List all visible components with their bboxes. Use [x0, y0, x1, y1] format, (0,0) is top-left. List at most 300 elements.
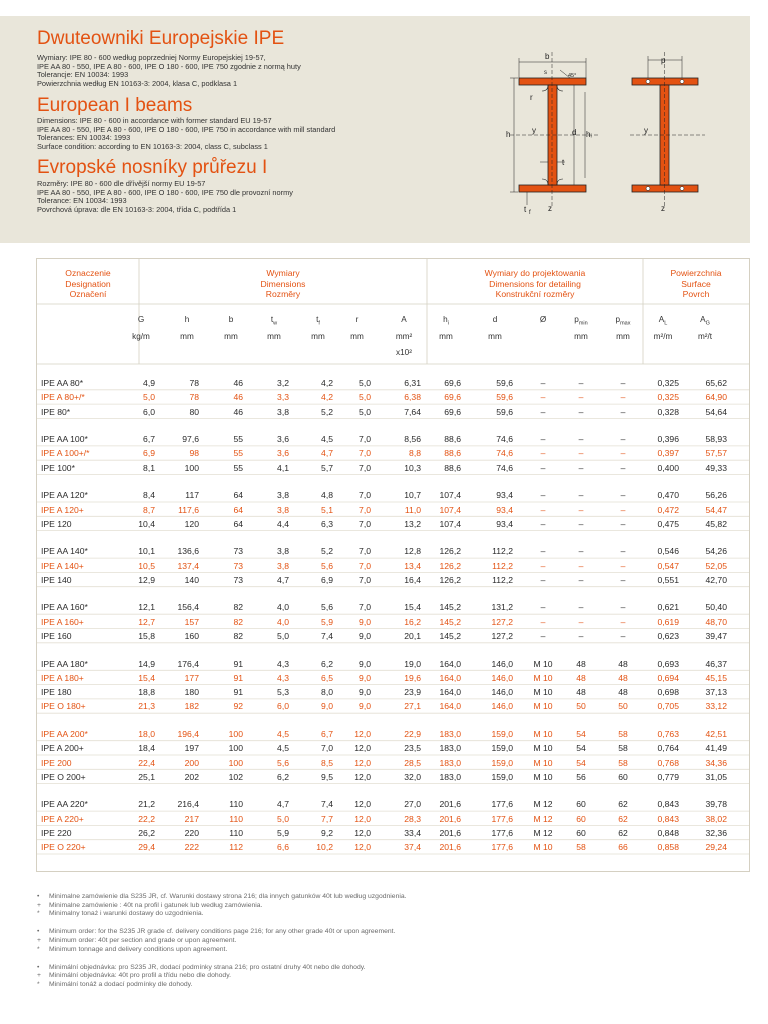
- footnote-bullet: •: [37, 928, 40, 936]
- row-designation: IPE A 80+/*: [41, 392, 85, 403]
- symbol-d: d: [492, 315, 498, 324]
- symbol-pmax: $p_{max}$: [615, 315, 631, 327]
- label-z-left: z: [548, 204, 552, 213]
- row-cell-tw: 4,3: [277, 658, 289, 669]
- row-cell-h: 100: [184, 462, 199, 473]
- row-cell-al: 0,546: [657, 546, 679, 557]
- label-s: s: [544, 70, 547, 76]
- row-cell-h: 176,4: [177, 658, 199, 669]
- row-cell-r: 5,0: [359, 406, 371, 417]
- row-cell-pmin: 56: [576, 771, 586, 782]
- row-designation: IPE 120: [41, 518, 72, 529]
- row-cell-al: 0,475: [657, 518, 679, 529]
- row-cell-ø: –: [540, 504, 546, 515]
- footnote-bullet: *: [37, 910, 40, 918]
- row-cell-h: 120: [184, 518, 199, 529]
- footnote-bullet: *: [37, 980, 40, 988]
- row-cell-hi: 107,4: [439, 504, 461, 515]
- row-cell-b: 82: [233, 631, 243, 641]
- row-designation: IPE O 200+: [41, 771, 86, 782]
- row-cell-r: 7,0: [359, 574, 371, 585]
- row-cell-ag: 42,70: [705, 574, 727, 585]
- info-cz-3: Tolerance: EN 10034: 1993: [37, 196, 127, 206]
- row-cell-pmin: –: [578, 560, 584, 571]
- row-cell-g: 18,0: [138, 728, 155, 739]
- row-cell-g: 22,2: [138, 813, 155, 824]
- row-cell-h: 137,4: [177, 560, 199, 571]
- row-cell-tw: 3,8: [277, 504, 289, 515]
- row-cell-h: 180: [184, 687, 199, 698]
- row-cell-d: 59,6: [496, 392, 513, 403]
- footnote-text: Minimalne zamówienie : 40t na profil i gatunek lub według zamówienia.: [49, 901, 263, 909]
- row-cell-ø: M 10: [533, 701, 553, 712]
- row-cell-b: 91: [233, 687, 243, 698]
- row-cell-b: 91: [233, 658, 243, 669]
- label-tf: t: [524, 205, 527, 214]
- row-cell-d: 127,2: [491, 631, 513, 641]
- row-cell-hi: 183,0: [439, 743, 461, 754]
- row-cell-tw: 3,8: [277, 406, 289, 417]
- row-cell-pmax: 60: [618, 771, 628, 782]
- row-cell-pmax: 48: [618, 687, 628, 698]
- row-cell-a: 32,0: [404, 771, 421, 782]
- row-cell-a: 15,4: [404, 602, 421, 613]
- row-cell-ø: –: [540, 546, 546, 557]
- row-cell-d: 93,4: [496, 504, 513, 515]
- row-cell-tf: 6,2: [321, 658, 333, 669]
- footnote-bullet: +: [37, 901, 41, 909]
- row-cell-ag: 52,05: [705, 560, 727, 571]
- row-cell-pmax: 62: [618, 813, 628, 824]
- row-cell-g: 4,9: [143, 378, 155, 388]
- row-cell-b: 100: [228, 728, 243, 739]
- row-cell-a: 16,2: [404, 616, 421, 627]
- row-cell-al: 0,843: [657, 799, 679, 810]
- row-cell-ag: 50,40: [705, 602, 727, 613]
- row-cell-hi: 164,0: [439, 687, 461, 698]
- row-cell-d: 74,6: [496, 448, 513, 459]
- row-cell-b: 102: [228, 771, 243, 782]
- row-cell-r: 12,0: [354, 771, 371, 782]
- row-cell-ag: 31,05: [705, 771, 727, 782]
- row-cell-pmin: –: [578, 406, 584, 417]
- symbol-b: b: [228, 315, 234, 324]
- footnote-line: [37, 893, 407, 902]
- label-f: f: [529, 210, 531, 216]
- title-en: European I beams: [37, 95, 193, 116]
- row-cell-g: 15,4: [138, 672, 155, 683]
- row-cell-al: 0,698: [657, 687, 679, 698]
- row-cell-r: 12,0: [354, 799, 371, 810]
- row-cell-tw: 5,9: [277, 827, 289, 838]
- row-cell-al: 0,621: [657, 602, 679, 613]
- row-designation: IPE 80*: [41, 406, 71, 417]
- row-cell-r: 9,0: [359, 658, 371, 669]
- row-cell-hi: 145,2: [439, 631, 461, 641]
- row-cell-tw: 4,4: [277, 518, 289, 529]
- row-cell-r: 12,0: [354, 757, 371, 768]
- footnote-line: [37, 981, 192, 990]
- row-cell-tw: 4,3: [277, 672, 289, 683]
- footnote-text: Minimalny tonaż i warunki dostawy do uzgodnienia.: [49, 910, 204, 918]
- row-cell-r: 9,0: [359, 616, 371, 627]
- row-cell-al: 0,858: [657, 842, 679, 853]
- row-cell-b: 46: [233, 378, 243, 388]
- row-cell-a: 28,5: [404, 757, 421, 768]
- row-designation: IPE 100*: [41, 462, 75, 473]
- row-cell-hi: 88,6: [444, 462, 461, 473]
- row-cell-d: 159,0: [491, 728, 513, 739]
- row-cell-al: 0,764: [657, 743, 679, 754]
- row-cell-pmin: –: [578, 616, 584, 627]
- row-cell-a: 6,31: [404, 378, 421, 388]
- row-cell-pmin: 54: [576, 728, 586, 739]
- row-cell-b: 110: [229, 813, 243, 824]
- footnote-line: [37, 902, 262, 911]
- row-cell-tf: 7,4: [321, 799, 333, 810]
- row-designation: IPE AA 80*: [41, 378, 84, 388]
- row-cell-hi: 183,0: [439, 771, 461, 782]
- row-cell-tf: 8,5: [321, 757, 333, 768]
- row-cell-ø: –: [540, 392, 546, 403]
- row-cell-d: 112,2: [492, 560, 513, 571]
- row-cell-d: 159,0: [491, 757, 513, 768]
- row-cell-a: 10,3: [404, 462, 421, 473]
- info-cz-4: Povrchová úprava: dle EN 10163-3: 2004, třída C, podtřída 1: [37, 204, 237, 214]
- group-surface: [643, 268, 749, 300]
- row-cell-tw: 3,8: [277, 560, 289, 571]
- unit-r: mm: [350, 332, 364, 341]
- row-cell-tf: 6,3: [321, 518, 333, 529]
- label-hi: hᵢ: [586, 130, 592, 139]
- row-cell-g: 26,2: [138, 827, 155, 838]
- row-designation: IPE AA 100*: [41, 434, 88, 445]
- row-cell-tw: 3,6: [277, 434, 289, 445]
- row-cell-ag: 29,24: [705, 842, 727, 853]
- row-cell-d: 146,0: [491, 672, 513, 683]
- title-pl: Dwuteowniki Europejskie IPE: [37, 28, 285, 49]
- row-cell-pmax: 62: [618, 827, 628, 838]
- row-cell-ø: –: [540, 602, 546, 613]
- row-cell-tf: 6,5: [321, 672, 333, 683]
- row-cell-b: 55: [233, 462, 243, 473]
- row-cell-pmax: –: [620, 518, 626, 529]
- unit-pmax: mm: [616, 332, 630, 341]
- row-cell-pmin: 60: [576, 813, 586, 824]
- row-cell-h: 177: [184, 672, 199, 683]
- row-cell-pmax: –: [620, 392, 626, 403]
- label-45deg: 45°: [568, 73, 577, 79]
- row-cell-tf: 5,7: [321, 462, 333, 473]
- row-cell-al: 0,396: [657, 434, 679, 445]
- row-designation: IPE AA 200*: [41, 728, 88, 739]
- footnote-line: [37, 910, 204, 919]
- row-designation: IPE O 220+: [41, 842, 86, 853]
- row-cell-hi: 69,6: [444, 392, 461, 403]
- row-cell-d: 59,6: [496, 406, 513, 417]
- footnote-bullet: +: [37, 972, 41, 980]
- row-cell-tf: 4,7: [321, 448, 333, 459]
- row-cell-r: 9,0: [359, 701, 371, 712]
- row-cell-a: 7,64: [404, 406, 421, 417]
- group-surface-en: Surface: [681, 278, 711, 289]
- row-cell-r: 12,0: [354, 813, 371, 824]
- row-cell-h: 197: [184, 743, 199, 754]
- row-designation: IPE A 120+: [41, 504, 84, 515]
- row-cell-b: 55: [233, 448, 243, 459]
- row-cell-pmin: 60: [576, 827, 586, 838]
- row-cell-r: 12,0: [354, 728, 371, 739]
- row-cell-ø: –: [540, 616, 546, 627]
- row-cell-hi: 88,6: [444, 434, 461, 445]
- row-designation: IPE AA 220*: [41, 799, 88, 810]
- label-tw: t: [562, 158, 565, 167]
- row-cell-ø: –: [540, 490, 546, 501]
- row-cell-al: 0,400: [657, 462, 679, 473]
- row-cell-tf: 4,2: [321, 378, 333, 388]
- label-p: p: [661, 56, 666, 65]
- unit-tw: mm: [267, 332, 281, 341]
- row-cell-ag: 56,26: [705, 490, 727, 501]
- row-cell-tf: 5,2: [321, 406, 333, 417]
- row-cell-pmin: –: [578, 434, 584, 445]
- row-cell-h: 182: [184, 701, 199, 712]
- row-cell-tw: 3,6: [277, 448, 289, 459]
- row-cell-tf: 9,5: [321, 771, 333, 782]
- row-cell-al: 0,768: [657, 757, 679, 768]
- row-designation: IPE 140: [41, 574, 72, 585]
- info-pl-1: Wymiary: IPE 80 - 600 według poprzedniej Normy Europejskiej 19-57,: [37, 53, 266, 62]
- row-cell-d: 177,6: [491, 827, 513, 838]
- row-cell-hi: 107,4: [439, 490, 461, 501]
- row-cell-al: 0,470: [657, 490, 679, 501]
- row-cell-pmax: –: [620, 434, 626, 445]
- row-cell-b: 73: [233, 546, 243, 557]
- group-detailing-en: Dimensions for detailing: [489, 278, 581, 289]
- row-cell-ag: 64,90: [705, 392, 727, 403]
- row-cell-ø: M 10: [533, 743, 553, 754]
- group-detailing: [427, 268, 643, 300]
- row-cell-ag: 41,49: [705, 743, 727, 754]
- row-cell-tf: 10,2: [316, 842, 333, 853]
- symbol-hi: $h_i$: [443, 315, 449, 327]
- row-cell-hi: 107,4: [439, 518, 461, 529]
- row-cell-d: 146,0: [491, 687, 513, 698]
- row-cell-d: 177,6: [491, 842, 513, 853]
- label-y-left: y: [532, 126, 536, 135]
- row-cell-hi: 183,0: [439, 728, 461, 739]
- row-cell-tw: 4,5: [277, 728, 289, 739]
- row-cell-b: 64: [233, 490, 243, 501]
- row-cell-al: 0,694: [657, 672, 679, 683]
- row-cell-h: 157: [184, 616, 199, 627]
- symbol-g: G: [137, 315, 145, 324]
- row-designation: IPE 180: [41, 687, 72, 698]
- row-cell-ø: M 12: [533, 813, 553, 824]
- row-cell-pmax: 50: [618, 701, 628, 712]
- row-cell-ag: 45,15: [705, 672, 727, 683]
- row-cell-a: 19,0: [404, 658, 421, 669]
- row-cell-ag: 38,02: [705, 813, 727, 824]
- row-cell-b: 91: [233, 672, 243, 683]
- row-cell-pmax: –: [620, 602, 626, 613]
- row-cell-r: 7,0: [359, 448, 371, 459]
- row-cell-pmax: 58: [618, 728, 628, 739]
- info-cz-1: Rozměry: IPE 80 - 600 dle dřívější normy EU 19-57: [37, 179, 206, 188]
- row-cell-d: 127,2: [491, 616, 513, 627]
- row-cell-ø: M 10: [533, 771, 553, 782]
- row-cell-ø: –: [540, 631, 546, 641]
- row-cell-g: 15,8: [138, 631, 155, 641]
- label-r: r: [530, 93, 533, 102]
- row-cell-ø: –: [540, 448, 546, 459]
- row-cell-r: 7,0: [359, 462, 371, 473]
- row-cell-r: 5,0: [359, 378, 371, 388]
- row-cell-al: 0,325: [657, 378, 679, 388]
- row-cell-pmax: –: [620, 378, 626, 388]
- row-cell-hi: 145,2: [439, 616, 461, 627]
- row-cell-g: 12,7: [138, 616, 155, 627]
- row-cell-hi: 201,6: [439, 813, 461, 824]
- row-cell-h: 78: [189, 392, 199, 403]
- info-en-1: Dimensions: IPE 80 - 600 in accordance with former standard EU 19-57: [37, 116, 272, 125]
- footnote-line: [37, 964, 366, 973]
- title-cz: Evropské nosníky průřezu I: [37, 157, 268, 178]
- row-cell-hi: 69,6: [444, 378, 461, 388]
- row-cell-ag: 33,12: [705, 701, 727, 712]
- row-cell-pmin: –: [578, 504, 584, 515]
- row-cell-tf: 5,6: [321, 602, 333, 613]
- row-cell-d: 177,6: [491, 813, 513, 824]
- row-cell-b: 64: [233, 518, 243, 529]
- row-cell-a: 23,9: [404, 687, 421, 698]
- row-cell-hi: 145,2: [439, 602, 461, 613]
- row-cell-g: 6,7: [143, 434, 155, 445]
- group-dimensions-cz: Rozměry: [265, 289, 301, 299]
- symbol-pmin: $p_{min}$: [574, 315, 588, 327]
- ibeam-cross-section-diagram: [500, 30, 720, 220]
- row-cell-tw: 6,2: [277, 771, 289, 782]
- row-cell-a: 27,1: [404, 701, 421, 712]
- row-cell-pmin: –: [578, 574, 584, 585]
- row-cell-al: 0,693: [657, 658, 679, 669]
- row-cell-tf: 4,8: [321, 490, 333, 501]
- row-cell-ag: 39,78: [705, 799, 727, 810]
- row-cell-pmin: –: [578, 462, 584, 473]
- row-cell-pmin: –: [578, 392, 584, 403]
- row-cell-a: 20,1: [404, 631, 421, 641]
- row-cell-pmin: 58: [576, 842, 586, 853]
- row-cell-g: 6,0: [143, 406, 155, 417]
- row-cell-tw: 5,6: [277, 757, 289, 768]
- group-designation-cz: Označení: [69, 289, 107, 299]
- row-cell-al: 0,619: [657, 616, 679, 627]
- row-cell-h: 140: [184, 574, 199, 585]
- row-cell-b: 100: [228, 757, 243, 768]
- row-cell-a: 22,9: [404, 728, 421, 739]
- group-dimensions-en: Dimensions: [260, 278, 306, 289]
- row-cell-g: 6,9: [143, 448, 155, 459]
- row-cell-g: 5,0: [143, 392, 155, 403]
- row-cell-tw: 4,7: [277, 574, 289, 585]
- row-cell-hi: 164,0: [439, 672, 461, 683]
- footnote-bullet: •: [37, 893, 40, 900]
- info-cz-2: IPE AA 80 - 550, IPE A 80 - 600, IPE O 180 - 600, IPE 750 dle provozní normy: [37, 187, 293, 197]
- row-cell-a: 37,4: [404, 842, 421, 853]
- row-cell-h: 97,6: [182, 434, 199, 445]
- row-cell-al: 0,547: [657, 560, 679, 571]
- row-cell-pmax: –: [620, 631, 626, 641]
- symbol-ø: Ø: [539, 315, 547, 324]
- row-cell-g: 10,5: [138, 560, 155, 571]
- row-cell-tw: 4,1: [277, 462, 289, 473]
- row-cell-ag: 54,26: [705, 546, 727, 557]
- row-cell-ø: M 10: [533, 687, 553, 698]
- footnote-line: [37, 937, 236, 946]
- row-cell-a: 16,4: [404, 574, 421, 585]
- row-cell-tf: 7,7: [321, 813, 333, 824]
- row-cell-hi: 183,0: [439, 757, 461, 768]
- row-cell-pmax: –: [620, 616, 626, 627]
- row-cell-r: 7,0: [359, 434, 371, 445]
- row-cell-pmax: 48: [618, 672, 628, 683]
- row-cell-r: 7,0: [359, 490, 371, 501]
- row-cell-tw: 3,8: [277, 490, 289, 501]
- footnote-line: [37, 928, 395, 937]
- row-cell-tw: 3,3: [277, 392, 289, 403]
- group-surface-pl: Powierzchnia: [670, 268, 722, 278]
- row-cell-pmax: 48: [618, 658, 628, 669]
- row-cell-h: 136,6: [177, 546, 199, 557]
- row-cell-a: 11,0: [404, 504, 421, 515]
- row-cell-pmin: –: [578, 378, 584, 388]
- row-cell-a: 8,8: [409, 448, 421, 459]
- row-cell-d: 146,0: [491, 658, 513, 669]
- row-cell-pmax: 66: [618, 842, 628, 853]
- unit-area-multiplier: x10²: [396, 348, 412, 357]
- row-cell-pmax: –: [620, 546, 626, 557]
- row-cell-g: 12,9: [138, 574, 155, 585]
- row-cell-d: 146,0: [491, 701, 513, 712]
- row-cell-pmin: –: [578, 518, 584, 529]
- row-cell-ø: M 12: [533, 827, 553, 838]
- row-cell-h: 222: [184, 842, 199, 853]
- row-designation: IPE 220: [41, 827, 72, 838]
- row-cell-al: 0,848: [657, 827, 679, 838]
- row-cell-pmin: –: [578, 631, 584, 641]
- row-cell-ag: 65,62: [705, 378, 727, 388]
- row-cell-ø: –: [540, 462, 546, 473]
- row-designation: IPE A 160+: [41, 616, 84, 627]
- row-cell-al: 0,843: [657, 813, 679, 824]
- row-cell-h: 200: [184, 757, 199, 768]
- row-designation: IPE AA 180*: [41, 658, 88, 669]
- row-cell-h: 196,4: [177, 728, 199, 739]
- label-b: b: [545, 52, 550, 61]
- unit-b: mm: [224, 332, 238, 341]
- row-cell-tw: 5,0: [277, 631, 289, 641]
- row-cell-ag: 45,82: [705, 518, 727, 529]
- info-en-3: Tolerances: EN 10034: 1993: [37, 133, 131, 143]
- footnote-line: [37, 972, 231, 981]
- row-cell-tf: 5,2: [321, 546, 333, 557]
- row-cell-pmin: 54: [576, 757, 586, 768]
- row-cell-tf: 5,6: [321, 560, 333, 571]
- row-cell-ø: –: [540, 518, 546, 529]
- row-cell-ø: –: [540, 406, 546, 417]
- row-cell-a: 33,4: [404, 827, 421, 838]
- row-cell-b: 73: [233, 560, 243, 571]
